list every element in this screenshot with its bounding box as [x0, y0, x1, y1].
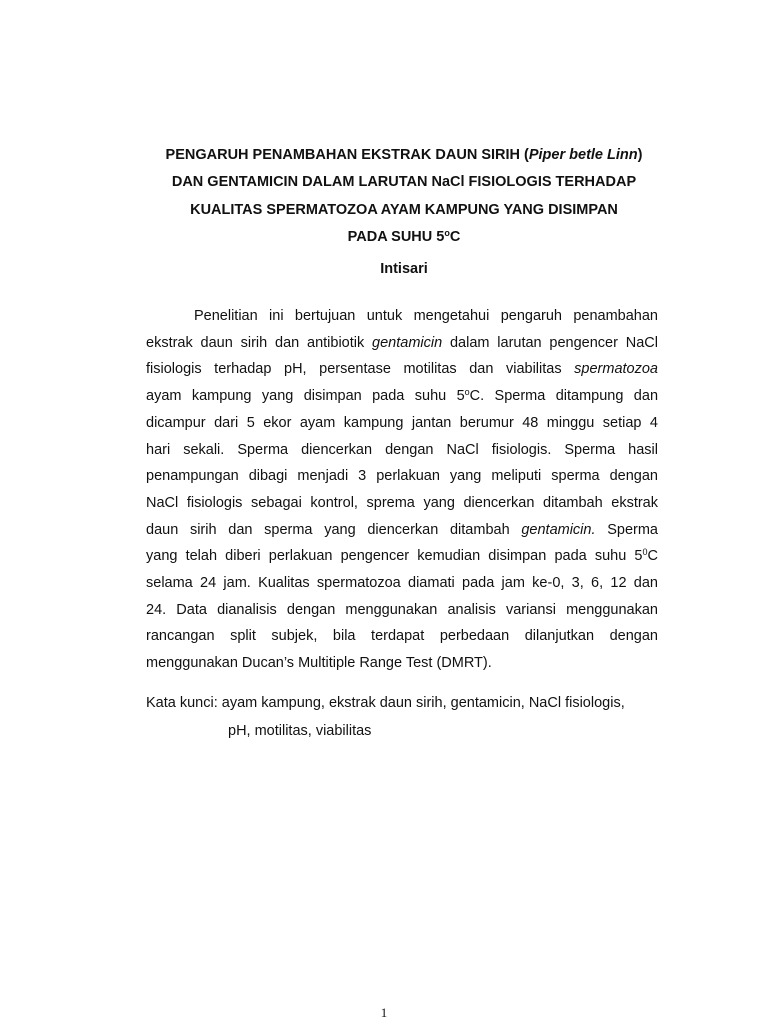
title-line-2: DAN GENTAMICIN DALAM LARUTAN NaCl FISIOLOGIS TERHADAP	[171, 174, 637, 191]
abstract-line: daun sirih dan sperma yang diencerkan ditambah gentamicin. Sperma	[146, 521, 658, 538]
paper-title	[120, 142, 688, 251]
abstract-line: 24. Data dianalisis dengan menggunakan analisis variansi menggunakan	[146, 601, 658, 618]
abstract-line: menggunakan Ducan’s Multitiple Range Test (DMRT).	[146, 655, 492, 672]
title-line-3: KUALITAS SPERMATOZOA AYAM KAMPUNG YANG DISIMPAN	[190, 201, 618, 218]
title-line-1: PENGARUH PENAMBAHAN EKSTRAK DAUN SIRIH (Piper betle Linn)	[165, 147, 643, 163]
abstract-line: dicampur dari 5 ekor ayam kampung jantan berumur 48 minggu setiap 4	[146, 414, 658, 431]
abstract-line: hari sekali. Sperma diencerkan dengan NaCl fisiologis. Sperma hasil	[146, 441, 658, 458]
abstract-line: penampungan dibagi menjadi 3 perlakuan yang meliputi sperma dengan	[146, 468, 658, 485]
keywords-line-2: pH, motilitas, viabilitas	[228, 723, 372, 739]
abstract-line: rancangan split subjek, bila terdapat perbedaan dilanjutkan dengan	[146, 628, 658, 645]
abstract-line: NaCl fisiologis sebagai kontrol, sprema yang diencerkan ditambah ekstrak	[146, 494, 658, 511]
abstract-line: ekstrak daun sirih dan antibiotik gentamicin dalam larutan pengencer NaCl	[146, 334, 658, 351]
abstract-line: fisiologis terhadap pH, persentase motilitas dan viabilitas spermatozoa	[146, 361, 658, 378]
keywords-line-1: Kata kunci: ayam kampung, ekstrak daun sirih, gentamicin, NaCl fisiologis,	[146, 695, 625, 711]
abstract-heading: Intisari	[380, 261, 428, 277]
page-number: 1	[380, 1005, 388, 1020]
abstract-line: ayam kampung yang disimpan pada suhu 5$^o$C. Sperma ditampung dan	[146, 387, 659, 405]
keywords	[146, 689, 666, 745]
abstract-line: selama 24 jam. Kualitas spermatozoa diamati pada jam ke-0, 3, 6, 12 dan	[146, 575, 658, 592]
abstract-line: yang telah diberi perlakuan pengencer kemudian disimpan pada suhu $5^0C$	[146, 547, 658, 565]
abstract-line: Penelitian ini bertujuan untuk mengetahui pengaruh penambahan	[194, 308, 658, 324]
title-line-4: PADA SUHU 5$^o$C	[347, 227, 461, 245]
abstract-body	[146, 303, 658, 677]
